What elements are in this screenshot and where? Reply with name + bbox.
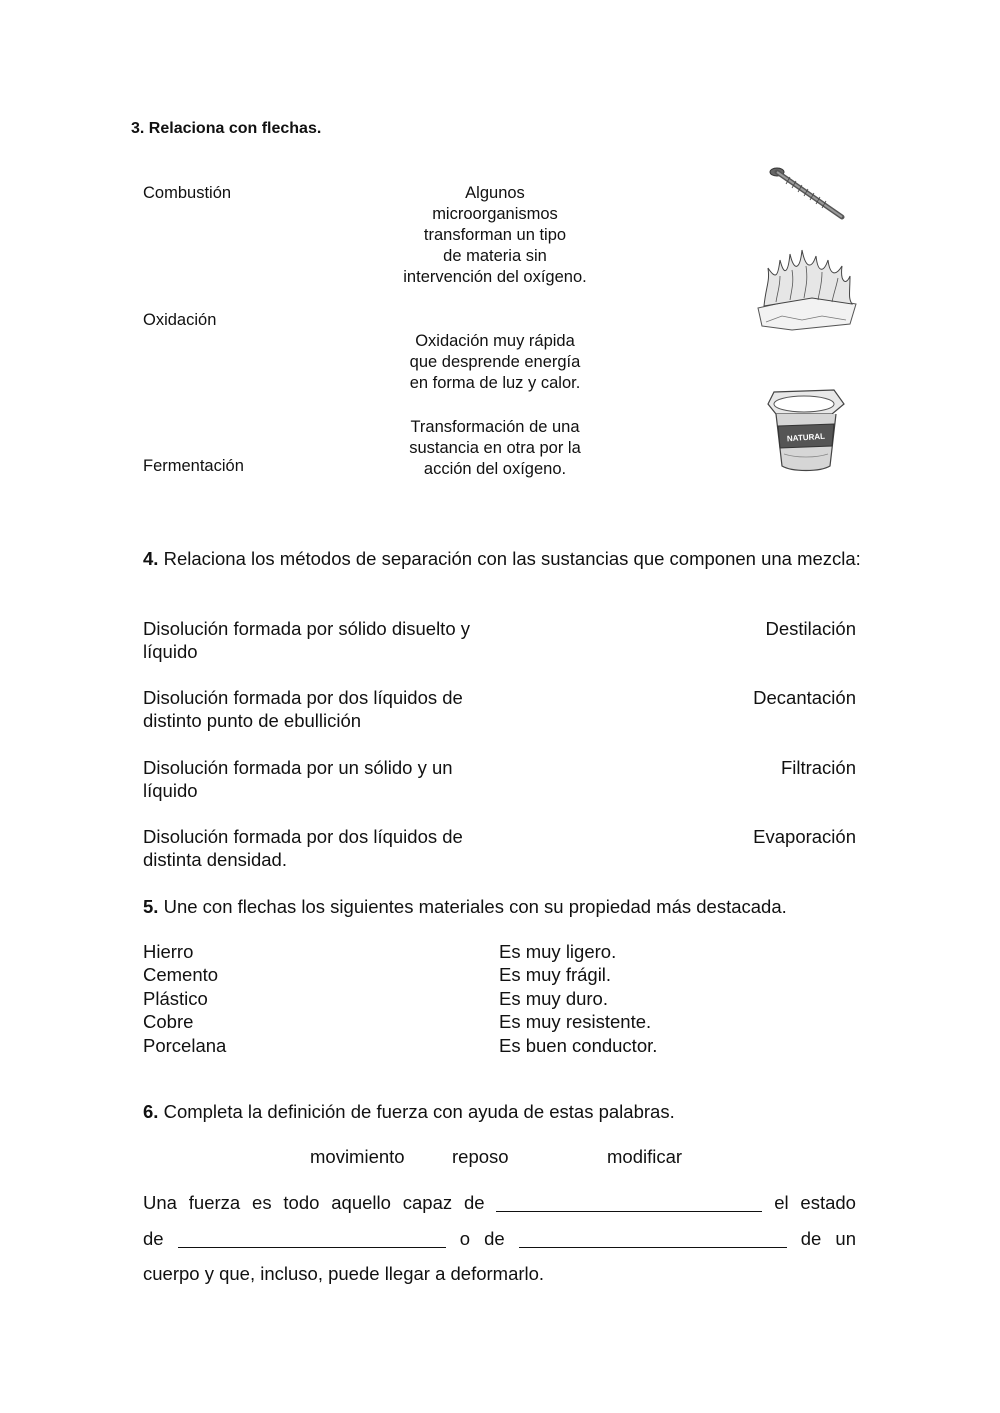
definition-fermentation: Algunos microorganismos transforman un tipo de materia sin intervención del oxígeno. bbox=[403, 184, 587, 286]
list-item: Porcelana bbox=[143, 1034, 227, 1056]
list-item: Es muy frágil. bbox=[499, 964, 612, 986]
properties-list bbox=[499, 940, 657, 1057]
term-combustion: Combustión bbox=[143, 184, 232, 202]
separation-item-3: Disolución formada por un sólido y un líquido bbox=[143, 757, 453, 801]
word-bank-modificar: modificar bbox=[607, 1146, 683, 1167]
section-6-instruction: 6. Completa la definición de fuerza con ayuda de estas palabras. bbox=[143, 1101, 675, 1122]
list-item: Cemento bbox=[143, 964, 219, 986]
word-bank-reposo: reposo bbox=[452, 1146, 509, 1167]
list-item: Es muy resistente. bbox=[499, 1011, 652, 1033]
list-item: Es muy duro. bbox=[499, 987, 608, 1009]
separation-item-2: Disolución formada por dos líquidos de distinto punto de ebullición bbox=[143, 687, 463, 731]
word-bank-movimiento: movimiento bbox=[310, 1146, 405, 1167]
nail-icon bbox=[752, 160, 852, 224]
list-item: Hierro bbox=[143, 941, 194, 962]
materials-list bbox=[143, 940, 226, 1057]
definition-line-3: cuerpo y que, incluso, puede llegar a deformarlo. bbox=[143, 1263, 545, 1284]
term-oxidacion: Oxidación bbox=[143, 311, 217, 329]
burning-paper-icon bbox=[752, 246, 860, 334]
definition-combustion: Oxidación muy rápida que desprende energía en forma de luz y calor. bbox=[409, 332, 581, 392]
method-evaporacion: Evaporación bbox=[753, 826, 856, 847]
term-fermentacion: Fermentación bbox=[143, 457, 244, 475]
section-5-instruction: 5. Une con flechas los siguientes materiales con su propiedad más destacada. bbox=[143, 896, 787, 917]
list-item: Es muy ligero. bbox=[499, 941, 617, 962]
blank-field-1[interactable] bbox=[496, 1192, 762, 1212]
method-destilacion: Destilación bbox=[765, 618, 856, 639]
separation-item-1: Disolución formada por sólido disuelto y líquido bbox=[143, 618, 471, 662]
section-4-instruction: 4. Relaciona los métodos de separación con las sustancias que componen una mezcla: bbox=[143, 548, 861, 569]
blank-field-3[interactable] bbox=[519, 1228, 787, 1248]
separation-item-4: Disolución formada por dos líquidos de distinta densidad. bbox=[143, 826, 463, 870]
method-filtracion: Filtración bbox=[780, 757, 856, 778]
list-item: Plástico bbox=[143, 987, 208, 1009]
definition-oxidation: Transformación de una sustancia en otra por la acción del oxígeno. bbox=[409, 418, 581, 478]
definition-line-1: Una fuerza es todo aquello capaz de el estado bbox=[143, 1192, 856, 1213]
method-decantacion: Decantación bbox=[753, 687, 856, 708]
yogurt-label: NATURAL bbox=[786, 431, 826, 444]
yogurt-icon bbox=[752, 374, 852, 474]
blank-field-2[interactable] bbox=[178, 1228, 446, 1248]
definition-line-2: de o de de un bbox=[143, 1228, 856, 1249]
list-item: Cobre bbox=[143, 1011, 194, 1033]
list-item: Es buen conductor. bbox=[499, 1034, 658, 1056]
section-3-title: 3. Relaciona con flechas. bbox=[131, 120, 322, 137]
